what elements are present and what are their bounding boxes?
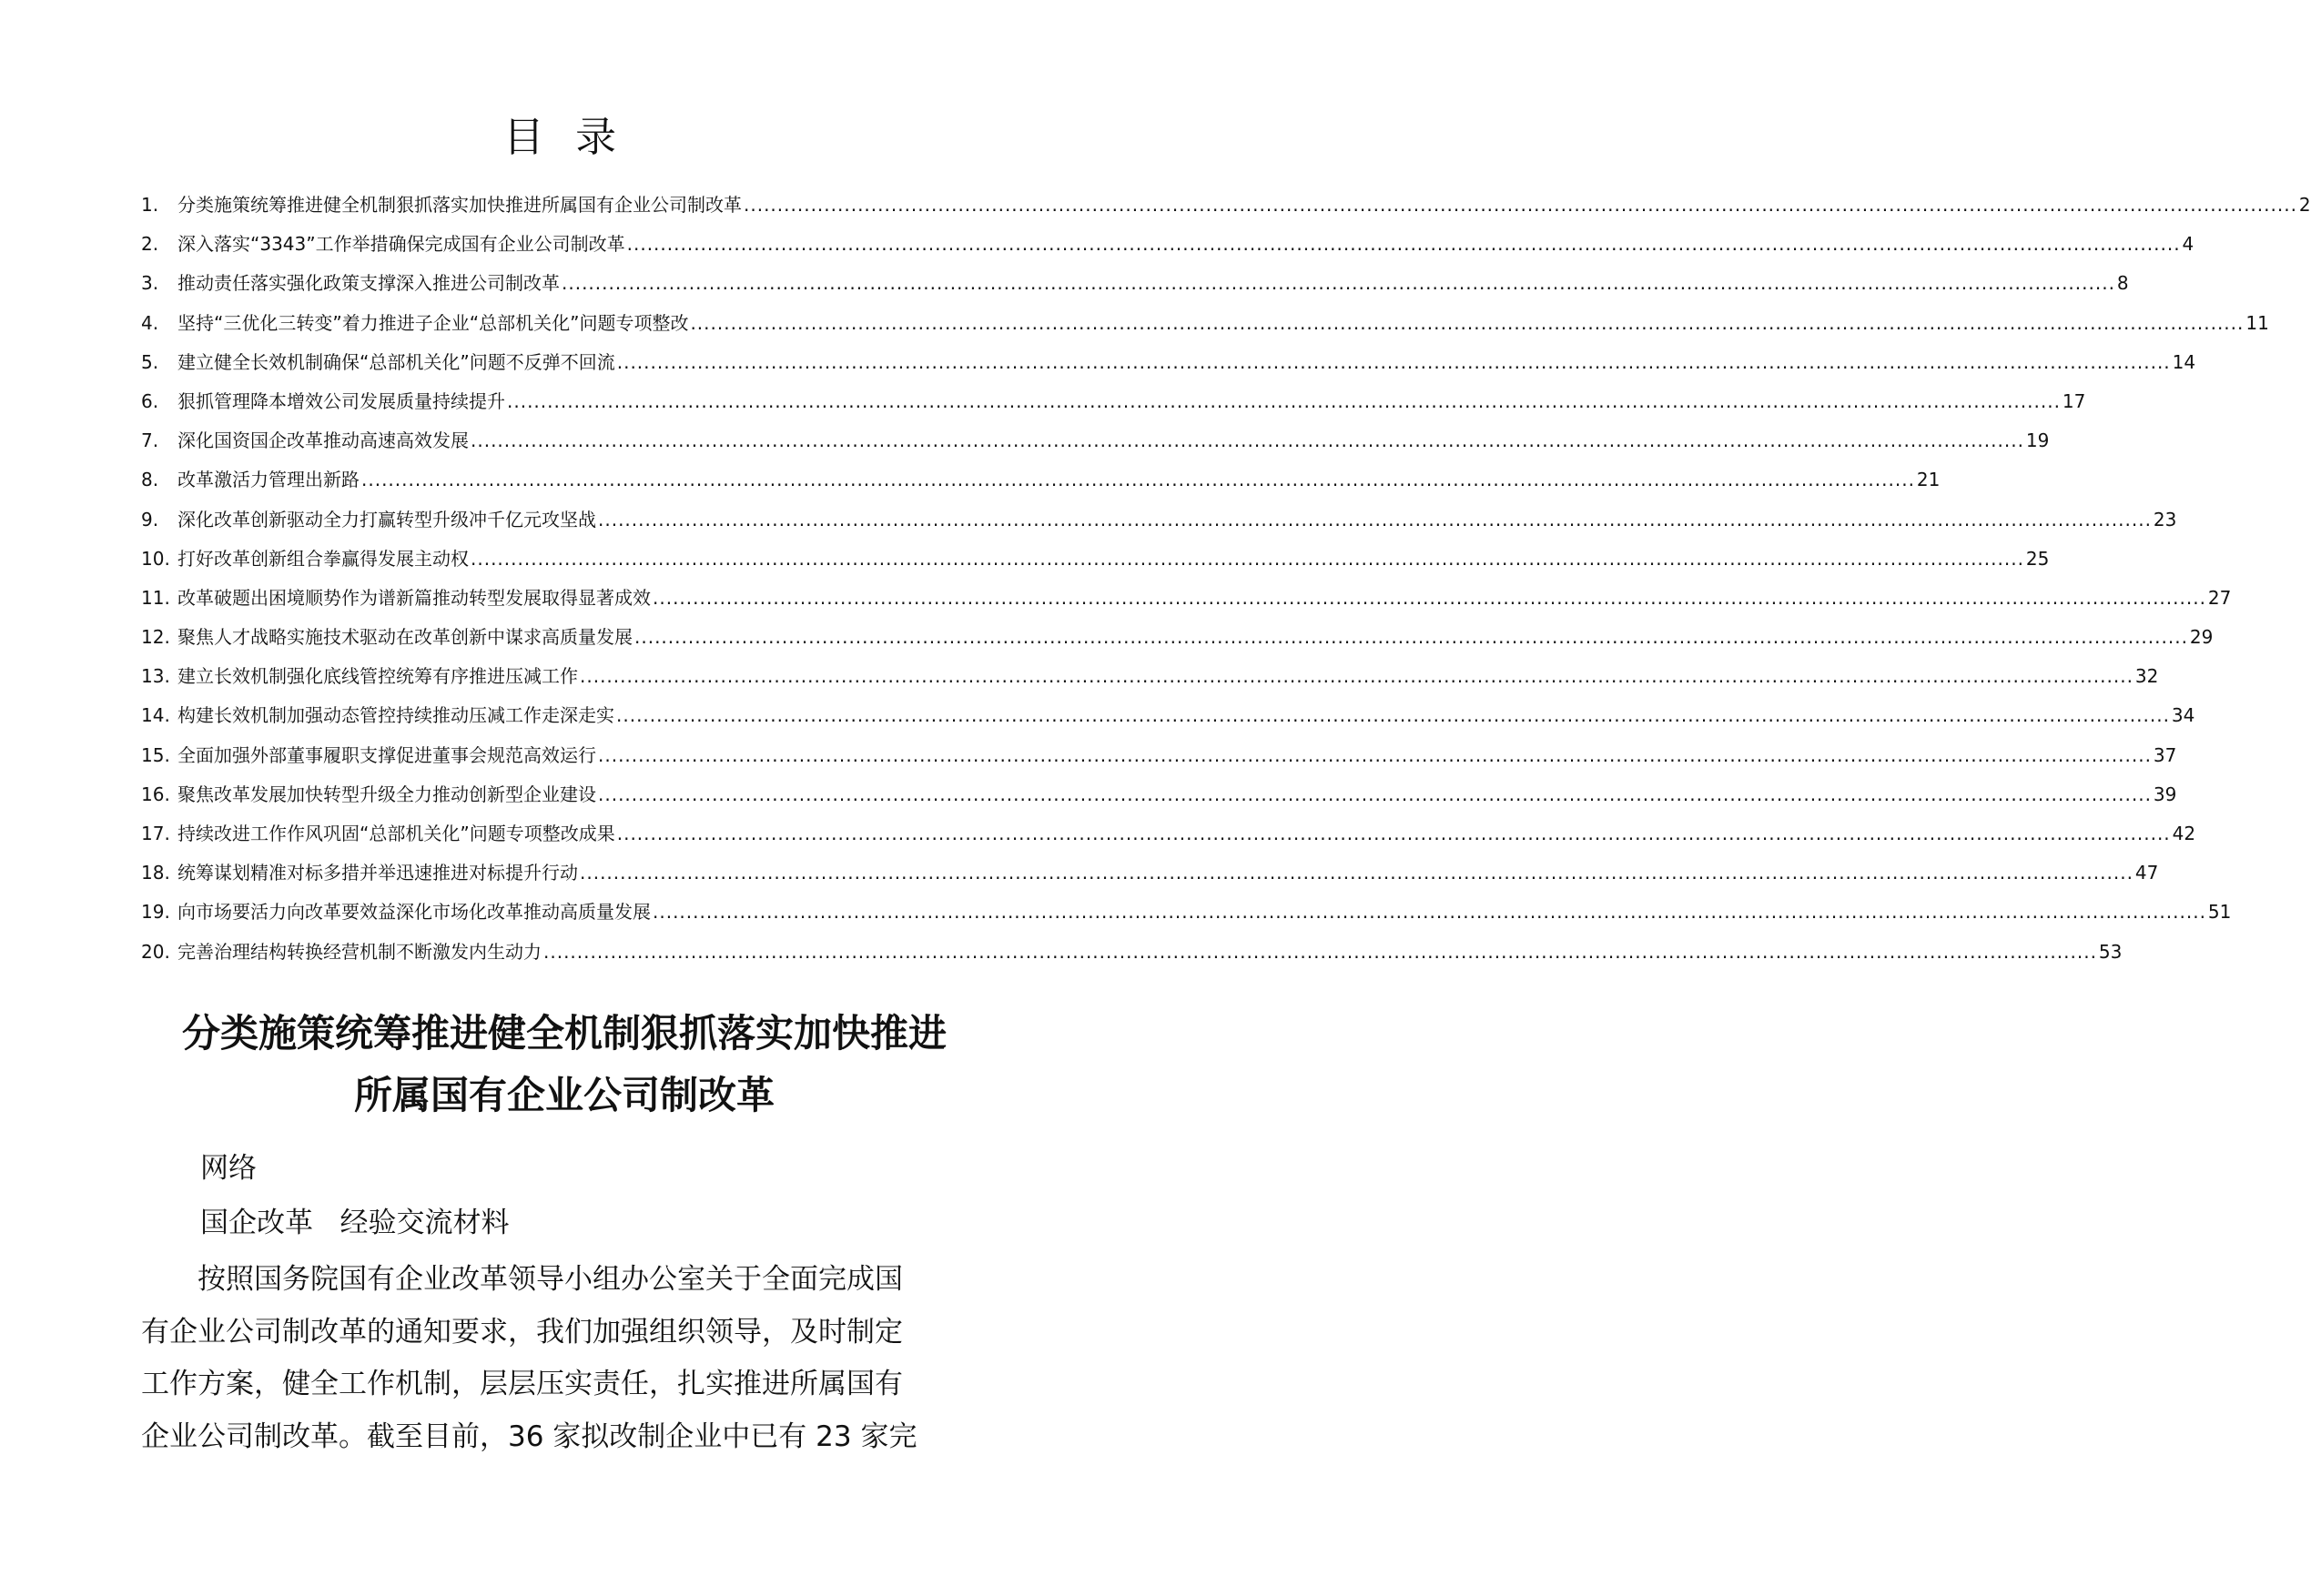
toc-entry-number: 3. (141, 272, 159, 295)
toc-entry-page: 2 (2298, 194, 2311, 216)
toc-entry[interactable] (141, 421, 2050, 460)
toc-entry-title: 聚焦改革发展加快转型升级全力推动创新型企业建设 (177, 783, 596, 805)
toc-dot-leader (653, 893, 2206, 932)
toc-entry-title: 坚持“三优化三转变”着力推进子企业“总部机关化”问题专项整改 (177, 311, 689, 334)
toc-dot-leader (690, 304, 2244, 343)
toc-dot-leader (598, 500, 2152, 540)
toc-entry[interactable] (141, 618, 2214, 657)
toc-entry-page: 21 (1916, 469, 1941, 491)
toc-dot-leader (361, 460, 1915, 500)
toc-entry-page: 53 (2098, 940, 2123, 963)
toc-entry-number: 18. (141, 862, 170, 884)
toc-entry[interactable] (141, 382, 2086, 421)
toc-entry[interactable] (141, 186, 2311, 225)
toc-entry-title: 向市场要活力向改革要效益深化市场化改革推动高质量发展 (177, 901, 651, 924)
toc-entry-page: 29 (2189, 626, 2214, 649)
toc-entry-title: 打好改革创新组合拳赢得发展主动权 (177, 547, 469, 570)
toc-entry[interactable] (141, 304, 2269, 343)
toc-entry-page: 51 (2207, 901, 2232, 924)
toc-dot-leader (471, 421, 2024, 460)
toc-entry-title: 聚焦人才战略实施技术驱动在改革创新中谋求高质量发展 (177, 626, 633, 649)
toc-entry-page: 25 (2025, 547, 2050, 570)
toc-entry-number: 4. (141, 311, 159, 334)
toc-entry-number: 5. (141, 350, 159, 373)
toc-entry-number: 17. (141, 823, 170, 844)
toc-entry-page: 23 (2153, 508, 2177, 530)
toc-dot-leader (507, 382, 2061, 421)
toc-dot-leader (562, 264, 2115, 303)
toc-entry-number: 20. (141, 940, 170, 963)
toc-entry-number: 1. (141, 194, 159, 216)
toc-entry-title: 分类施策统筹推进健全机制狠抓落实加快推进所属国有企业公司制改革 (177, 194, 742, 216)
toc-entry-number: 19. (141, 901, 170, 924)
toc-entry-page: 42 (2172, 823, 2196, 844)
article-source: 网络 (200, 1152, 257, 1185)
toc-entry-title: 持续改进工作作风巩固“总部机关化”问题专项整改成果 (177, 823, 615, 844)
toc-entry-title: 狠抓管理降本增效公司发展质量持续提升 (177, 389, 505, 412)
toc-entry-page: 32 (2134, 665, 2159, 688)
toc-entry-title: 改革破题出困境顺势作为谱新篇推动转型发展取得显著成效 (177, 586, 651, 609)
toc-dot-leader (471, 540, 2024, 579)
article-title (109, 1003, 1019, 1126)
toc-entry[interactable] (141, 264, 2129, 303)
toc-entry[interactable] (141, 893, 2232, 932)
toc-entry-title: 建立长效机制强化底线管控统筹有序推进压减工作 (177, 665, 578, 688)
toc-dot-leader (580, 657, 2134, 696)
toc-entry-title: 深入落实“3343”工作举措确保完成国有企业公司制改革 (177, 233, 625, 256)
toc-entry-number: 7. (141, 429, 159, 452)
toc-dot-leader (653, 579, 2206, 618)
toc-entry-number: 11. (141, 586, 170, 609)
toc-dot-leader (617, 343, 2171, 382)
toc-entry-page: 11 (2245, 311, 2269, 334)
toc-entry[interactable] (141, 500, 2177, 540)
toc-entry-page: 37 (2153, 743, 2177, 766)
toc-entry-number: 13. (141, 665, 170, 688)
toc-entry-page: 47 (2134, 862, 2159, 884)
table-of-contents (141, 186, 2311, 972)
toc-dot-leader (598, 736, 2152, 775)
toc-dot-leader (598, 775, 2152, 814)
toc-entry-number: 8. (141, 469, 159, 491)
toc-entry-number: 16. (141, 783, 170, 805)
toc-entry[interactable] (141, 460, 1941, 500)
article-body (141, 1254, 997, 1463)
toc-entry-page: 4 (2182, 233, 2194, 256)
toc-dot-leader (627, 225, 2181, 264)
toc-entry-page: 19 (2025, 429, 2050, 452)
toc-dot-leader (580, 854, 2134, 893)
toc-entry-title: 统筹谋划精准对标多措并举迅速推进对标提升行动 (177, 862, 578, 884)
toc-entry[interactable] (141, 933, 2123, 972)
toc-entry[interactable] (141, 225, 2194, 264)
toc-entry-number: 14. (141, 704, 170, 727)
toc-entry[interactable] (141, 814, 2196, 854)
toc-entry-page: 34 (2171, 704, 2195, 727)
toc-entry[interactable] (141, 775, 2177, 814)
toc-entry-number: 12. (141, 626, 170, 649)
article-tags: 国企改革 经验交流材料 (200, 1207, 510, 1239)
toc-entry-number: 6. (141, 389, 159, 412)
toc-entry[interactable] (141, 343, 2196, 382)
toc-entry-number: 15. (141, 743, 170, 766)
toc-entry-title: 完善治理结构转换经营机制不断激发内生动力 (177, 940, 542, 963)
toc-entry-title: 深化改革创新驱动全力打赢转型升级冲千亿元攻坚战 (177, 508, 596, 530)
toc-entry-title: 建立健全长效机制确保“总部机关化”问题不反弹不回流 (177, 350, 615, 373)
toc-entry-page: 8 (2116, 272, 2129, 295)
article-title-line-2: 所属国有企业公司制改革 (353, 1073, 775, 1117)
toc-entry-number: 9. (141, 508, 159, 530)
toc-dot-leader (616, 696, 2170, 735)
toc-entry-title: 推动责任落实强化政策支撑深入推进公司制改革 (177, 272, 560, 295)
toc-entry-title: 改革激活力管理出新路 (177, 469, 360, 491)
toc-entry-title: 全面加强外部董事履职支撑促进董事会规范高效运行 (177, 743, 596, 766)
toc-entry-page: 39 (2153, 783, 2177, 805)
toc-entry-page: 17 (2062, 389, 2086, 412)
article-title-line-1: 分类施策统筹推进健全机制狠抓落实加快推进 (181, 1011, 947, 1056)
toc-entry[interactable] (141, 854, 2159, 893)
toc-entry[interactable] (141, 736, 2177, 775)
toc-entry[interactable] (141, 657, 2159, 696)
toc-entry-title: 构建长效机制加强动态管控持续推动压减工作走深走实 (177, 704, 614, 727)
toc-entry[interactable] (141, 540, 2050, 579)
body-line: 工作方案，健全工作机制，层层压实责任，扎实推进所属国有 (141, 1368, 903, 1400)
toc-dot-leader (617, 814, 2171, 854)
body-line: 有企业公司制改革的通知要求，我们加强组织领导，及时制定 (141, 1315, 903, 1349)
toc-entry[interactable] (141, 579, 2232, 618)
toc-entry[interactable] (141, 696, 2195, 735)
toc-entry-page: 14 (2172, 350, 2196, 373)
toc-entry-page: 27 (2207, 586, 2232, 609)
toc-entry-number: 10. (141, 547, 170, 570)
toc-dot-leader (543, 933, 2097, 972)
body-line: 按照国务院国有企业改革领导小组办公室关于全面完成国 (198, 1263, 903, 1296)
body-line: 企业公司制改革。截至目前，36 家拟改制企业中已有 23 家完 (141, 1419, 917, 1453)
toc-heading: 目 录 (502, 113, 626, 161)
toc-dot-leader (634, 618, 2188, 657)
toc-dot-leader (744, 186, 2297, 225)
toc-entry-title: 深化国资国企改革推动高速高效发展 (177, 429, 469, 452)
toc-entry-number: 2. (141, 233, 159, 256)
